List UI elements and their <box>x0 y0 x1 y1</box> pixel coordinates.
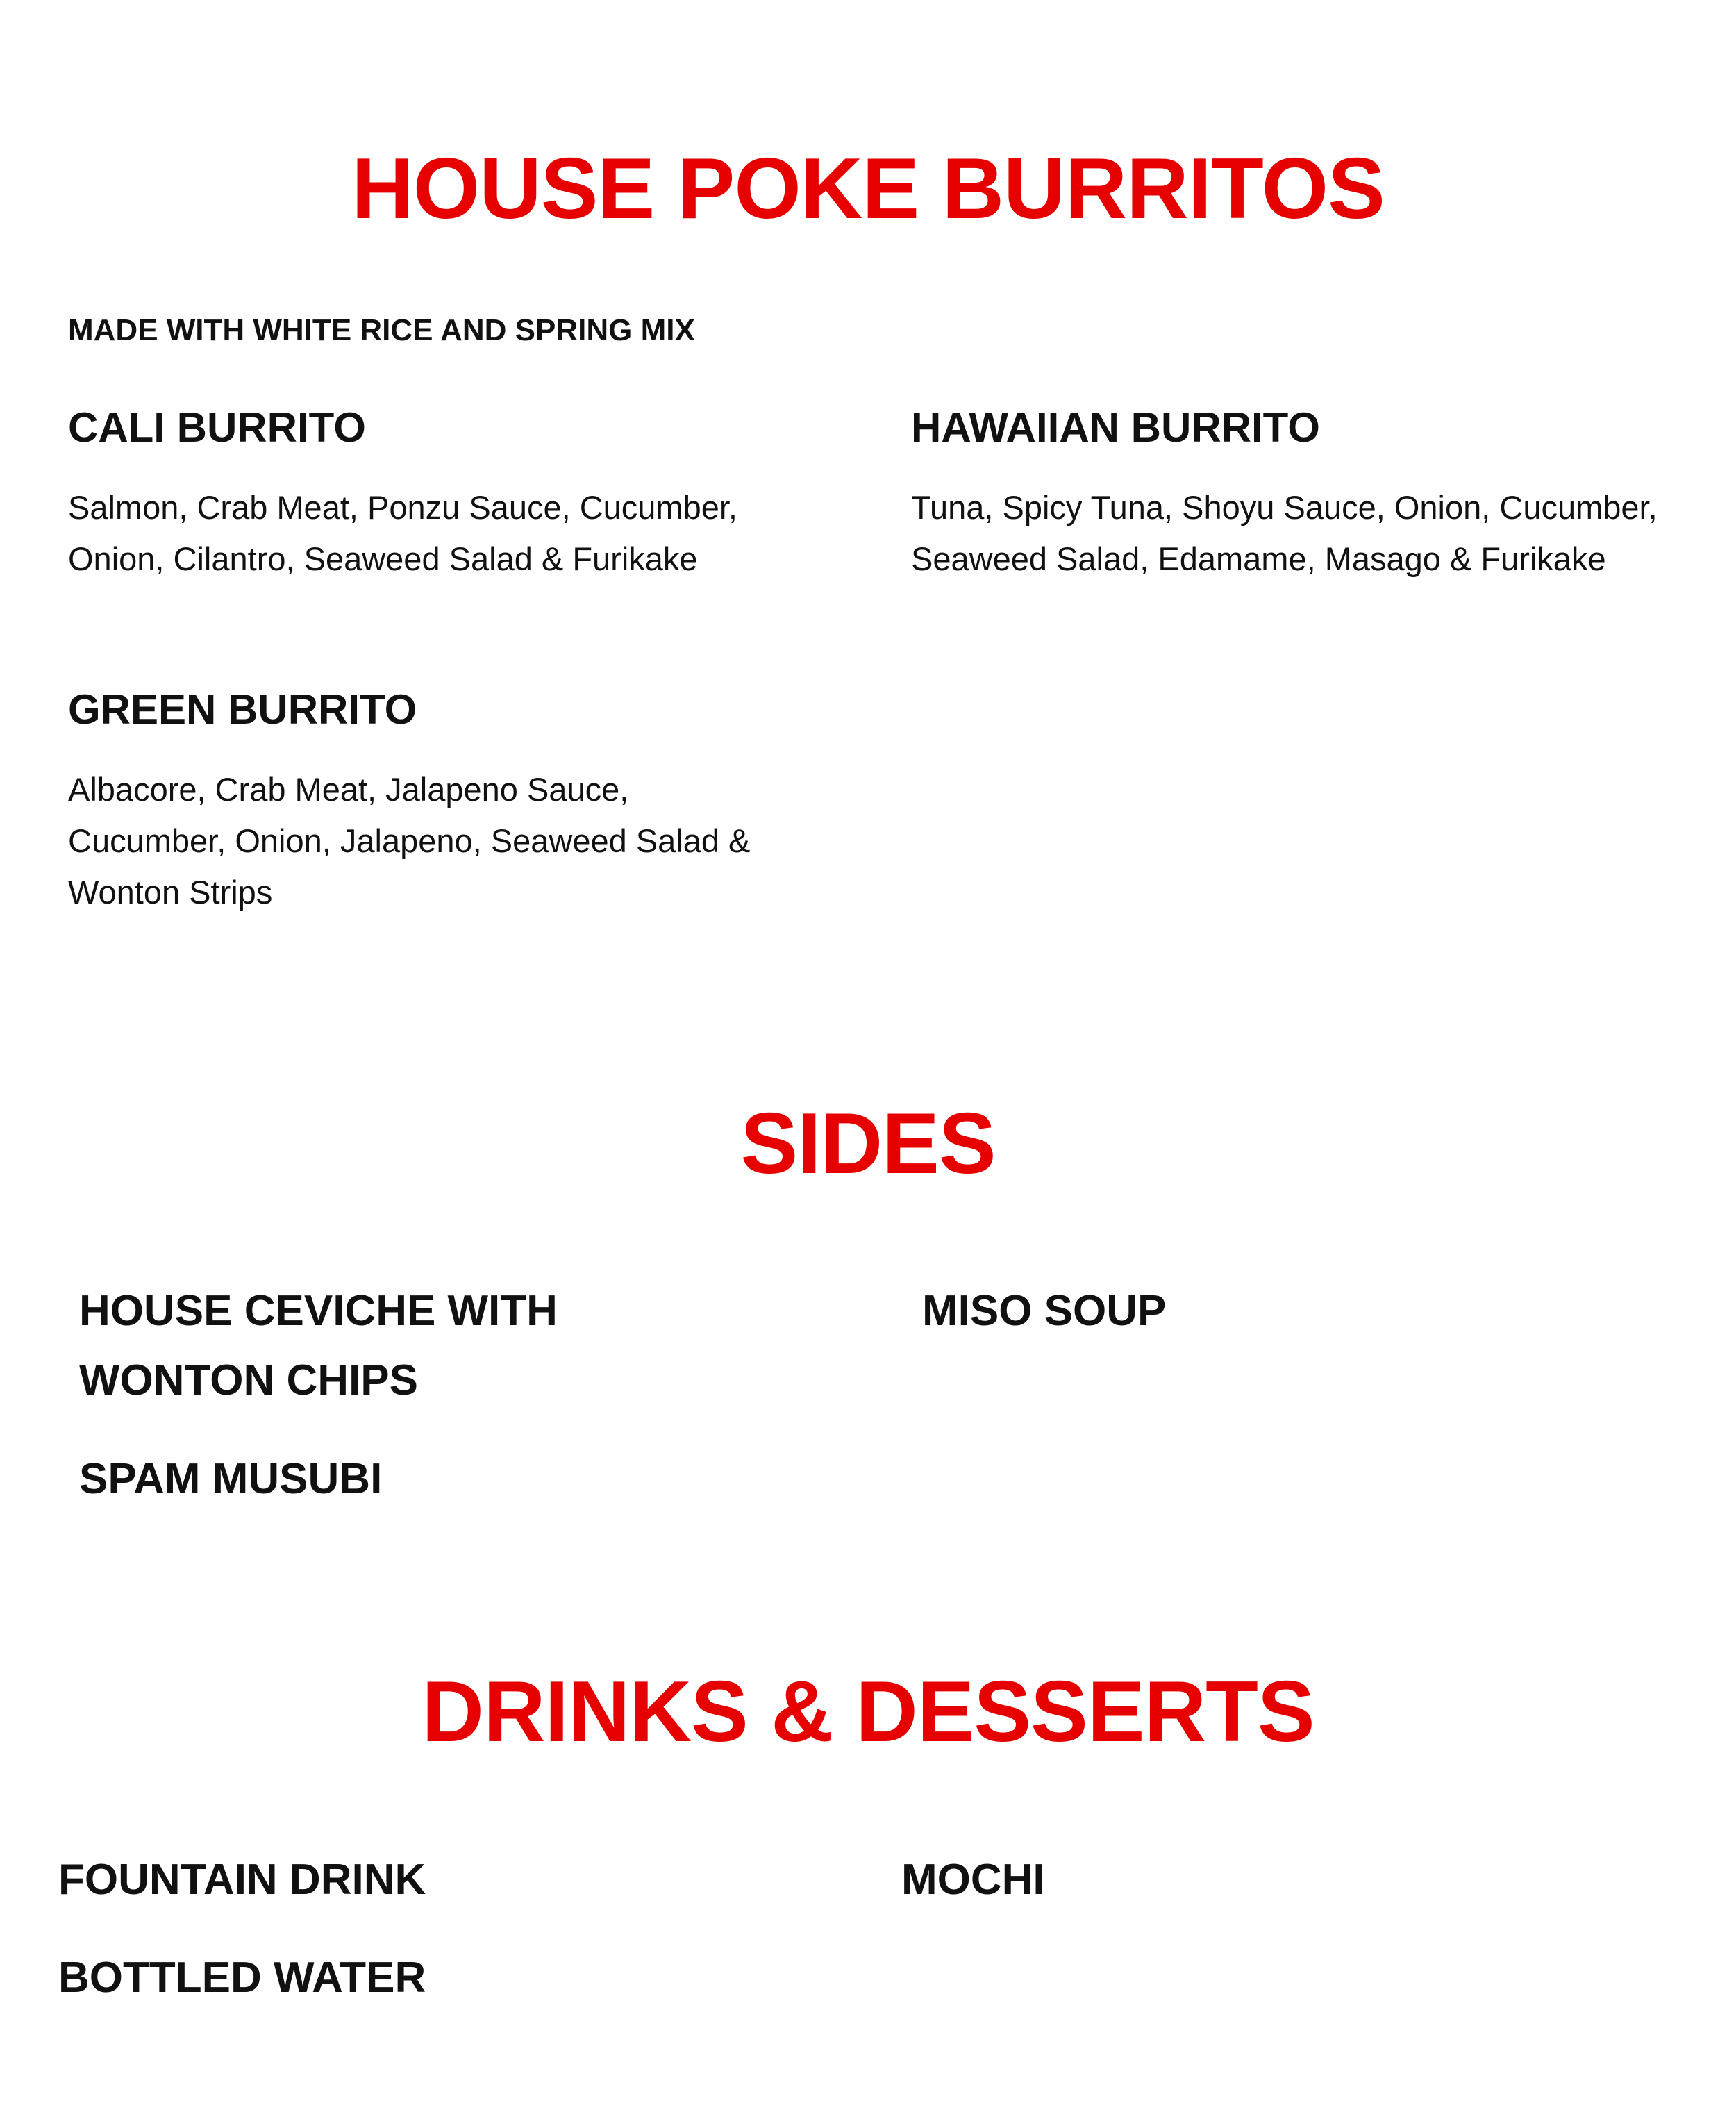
item-description: Salmon, Crab Meat, Ponzu Sauce, Cucumber, Onion, Cilantro, Seaweed Salad & Furikake <box>68 489 737 577</box>
drinks-desserts-section-title: DRINKS & DESSERTS <box>422 1664 1314 1760</box>
drink-item-bottled-water: BOTTLED WATER <box>58 1954 426 2002</box>
dessert-item-mochi: MOCHI <box>901 1856 1045 1904</box>
side-item-spam-musubi: SPAM MUSUBI <box>79 1455 383 1503</box>
side-item-ceviche: HOUSE CEVICHE WITH WONTON CHIPS <box>79 1287 558 1404</box>
menu-item-cali-burrito <box>68 403 832 585</box>
side-item-miso-soup: MISO SOUP <box>922 1287 1167 1335</box>
menu-item-green-burrito <box>68 685 762 918</box>
item-name: GREEN BURRITO <box>68 686 417 733</box>
drink-item-fountain-drink: FOUNTAIN DRINK <box>58 1856 426 1904</box>
menu-item-hawaiian-burrito <box>911 403 1675 585</box>
item-description: Albacore, Crab Meat, Jalapeno Sauce, Cucumber, Onion, Jalapeno, Seaweed Salad & Wonton Strips <box>68 771 751 911</box>
item-description: Tuna, Spicy Tuna, Shoyu Sauce, Onion, Cucumber, Seaweed Salad, Edamame, Masago & Furikake <box>911 489 1658 577</box>
item-name: HAWAIIAN BURRITO <box>911 404 1320 451</box>
burritos-subtitle: MADE WITH WHITE RICE AND SPRING MIX <box>68 313 695 347</box>
sides-section-title: SIDES <box>740 1096 996 1192</box>
burritos-section-title: HOUSE POKE BURRITOS <box>351 141 1385 237</box>
item-name: CALI BURRITO <box>68 404 366 451</box>
